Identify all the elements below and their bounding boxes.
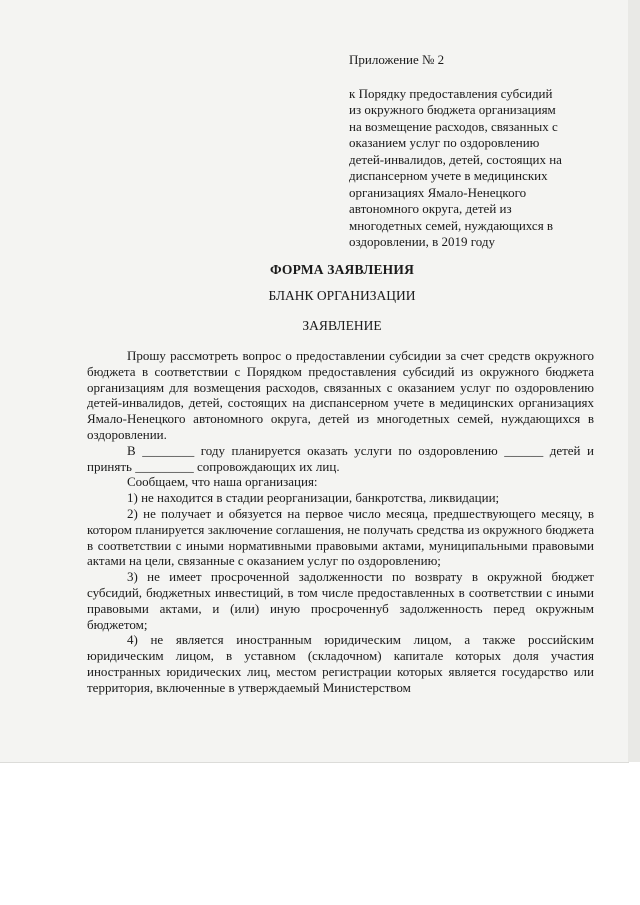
paragraph-plan: В ________ году планируется оказать услуги по оздоровлению ______ детей и принять _________ сопровождающих их лиц.	[87, 442, 594, 474]
appendix-line: многодетных семей, нуждающихся в	[349, 217, 554, 233]
application-title: ЗАЯВЛЕНИЕ	[302, 318, 382, 333]
application-body	[87, 348, 594, 696]
paragraph-request: Прошу рассмотреть вопрос о предоставлении субсидии за счет средств окружного бюджета в соответствии с Порядком предоставления субсидий из окружного бюджета организациям для возмещения расходов, связанных с оказанием услуг по оздоровлению детей-инвалидов, детей, состоящих на диспансерном учете в медицинских организациях Ямало-Ненецкого автономного округа, детей из многодетных семей, нуждающихся в оздоровлении.	[87, 348, 594, 442]
list-item-4: 4) не является иностранным юридическим лицом, а также российским юридическим лицом, в уставном (складочном) капитале которых доля участия иностранных юридических лиц, местом регистрации которых является государство или территория, включенные в утверждаемый Министерством	[87, 632, 594, 695]
appendix-line: к Порядку предоставления субсидий	[349, 85, 553, 101]
appendix-line: оздоровлении, в 2019 году	[349, 234, 495, 249]
appendix-line: диспансерном учете в медицинских	[349, 168, 548, 183]
paragraph-intro: Сообщаем, что наша организация:	[127, 474, 318, 490]
appendix-block	[349, 52, 609, 251]
form-title: ФОРМА ЗАЯВЛЕНИЯ	[269, 262, 415, 277]
list-item-1: 1) не находится в стадии реорганизации, банкротства, ликвидации;	[127, 490, 500, 506]
appendix-line: на возмещение расходов, связанных с	[349, 118, 558, 134]
appendix-line: организациях Ямало-Ненецкого	[349, 184, 527, 200]
appendix-number: Приложение № 2	[349, 52, 445, 67]
appendix-line: детей-инвалидов, детей, состоящих на	[349, 151, 562, 167]
appendix-line: из окружного бюджета организациям	[349, 102, 556, 117]
list-item-3: 3) не имеет просроченной задолженности по возврату в окружной бюджет субсидий, бюджетных инвестиций, в том числе предоставленных в соответствии с иными правовыми актами, и (или) иную просроченнуб задолженность перед окружным бюджетом;	[87, 569, 594, 632]
appendix-line: автономного округа, детей из	[349, 201, 512, 216]
appendix-line: оказанием услуг по оздоровлению	[349, 135, 540, 150]
scan-edge	[628, 0, 640, 762]
organization-letterhead: БЛАНК ОРГАНИЗАЦИИ	[268, 288, 416, 303]
list-item-2: 2) не получает и обязуется на первое число месяца, предшествующего месяцу, в котором планируется заключение соглашения, не получать средства из окружного бюджета в соответствии с иными нормативными правовыми актами, муниципальными правовыми актами на цели, связанные с оказанием услуг по оздоровлению;	[87, 505, 594, 569]
